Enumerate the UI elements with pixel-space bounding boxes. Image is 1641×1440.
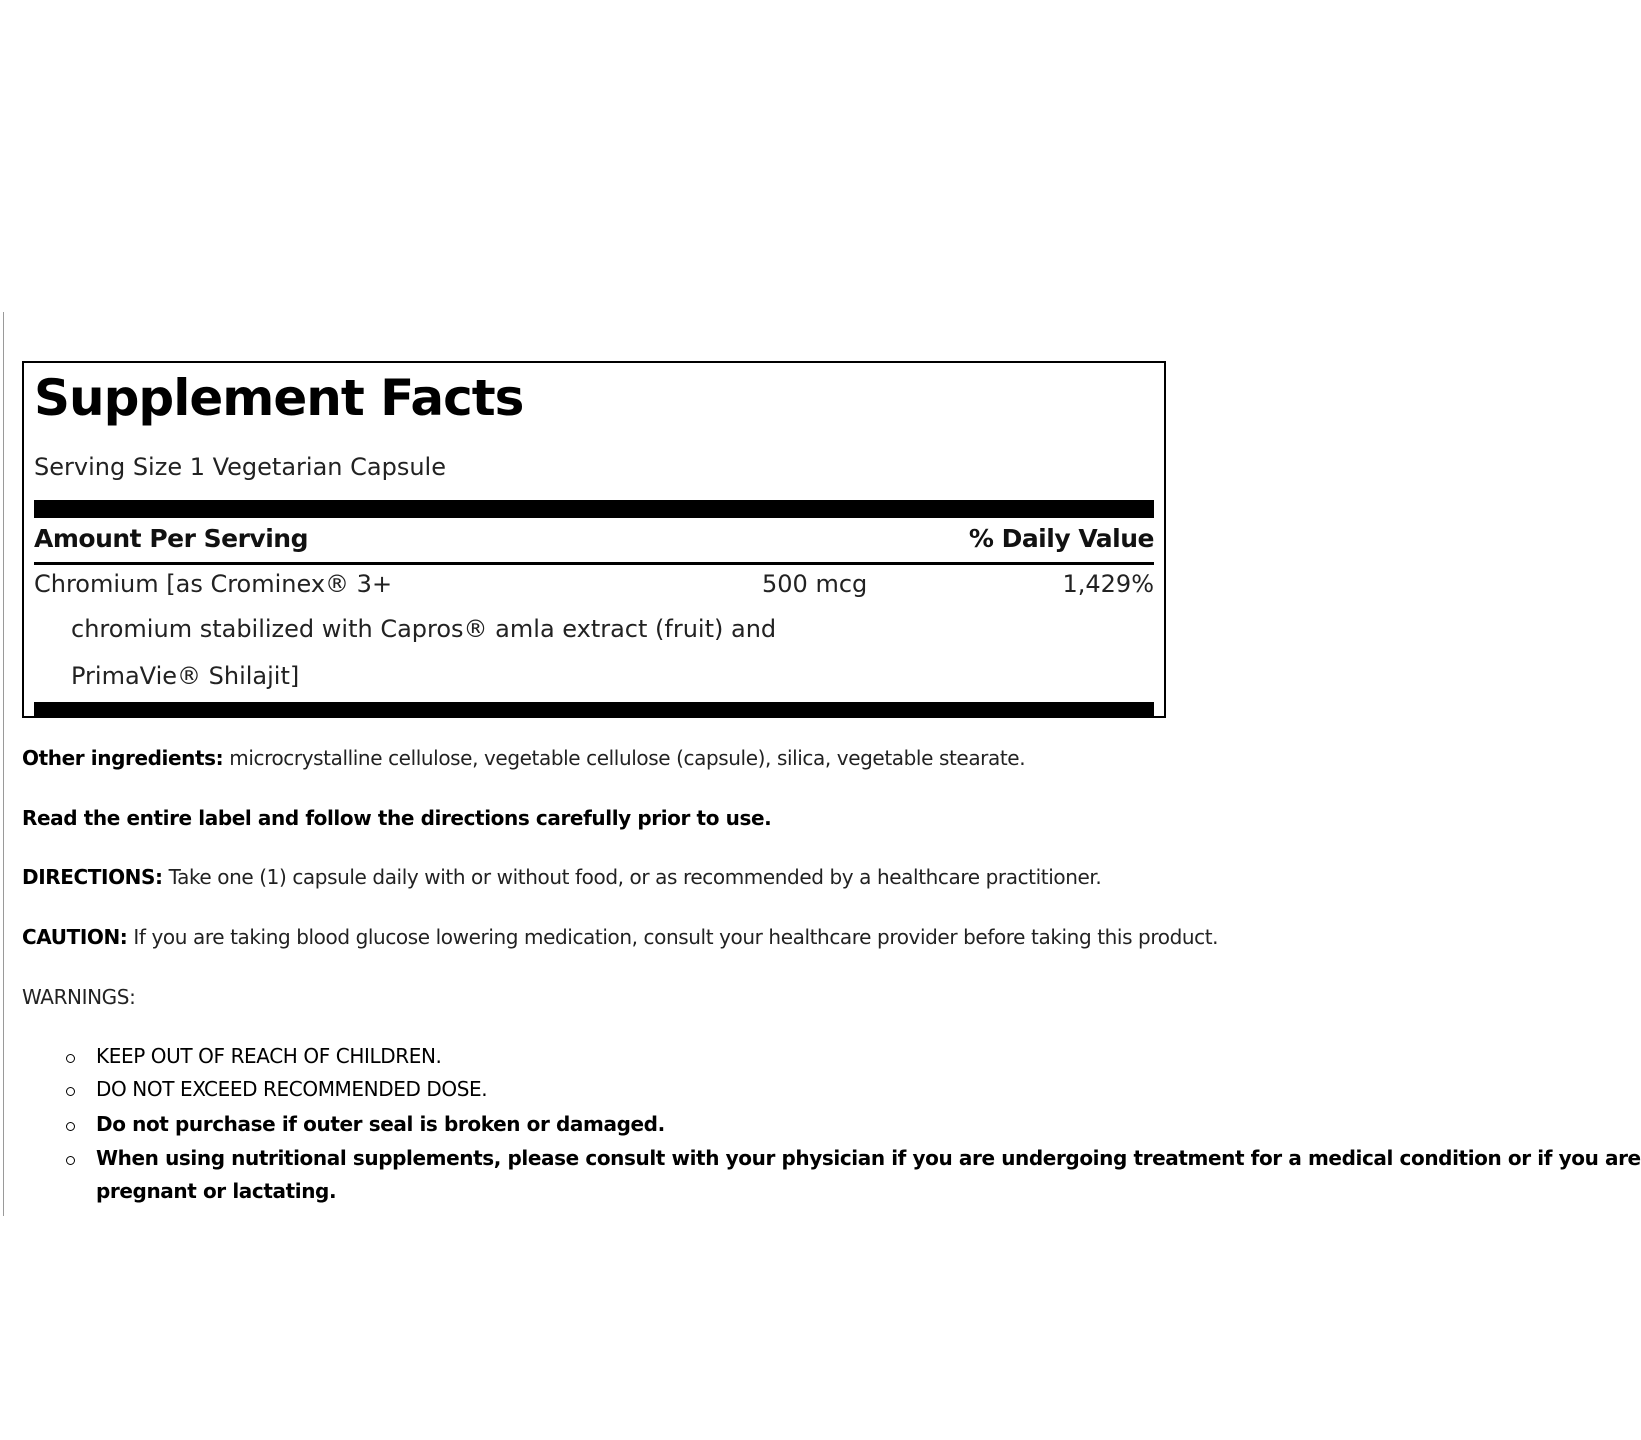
warning-item: When using nutritional supplements, please consult with your physician if you are undergoing treatment for a medical condition or if you are [96,1146,1641,1170]
nutrient-amount: 500 mcg [762,570,868,598]
warnings-heading: WARNINGS: [22,985,136,1009]
directions-text: Take one (1) capsule daily with or without food, or as recommended by a healthcare practitioner. [162,865,1102,889]
warning-item: DO NOT EXCEED RECOMMENDED DOSE. [96,1077,488,1101]
nutrient-description-line: PrimaVie® Shilajit] [71,662,300,690]
other-ingredients-label: Other ingredients: [22,746,224,770]
directions-label: DIRECTIONS: [22,865,163,889]
bullet-icon [66,1122,75,1131]
supplement-facts-panel [22,361,1166,718]
bullet-icon [66,1087,75,1096]
nutrient-description-line: chromium stabilized with Capros® amla extract (fruit) and [71,615,777,643]
bullet-icon [66,1156,75,1165]
amount-per-serving-header: Amount Per Serving [34,524,308,553]
other-ingredients-text: microcrystalline cellulose, vegetable cellulose (capsule), silica, vegetable stearate. [223,746,1026,770]
nutrient-daily-value: 1,429% [1062,570,1154,598]
thin-divider [34,562,1154,565]
other-ingredients [22,746,1025,770]
daily-value-header: % Daily Value [968,524,1154,553]
nutrient-name: Chromium [as Crominex® 3+ [34,570,393,598]
facts-title: Supplement Facts [34,369,524,427]
directions [22,865,1101,889]
caution [22,925,1218,949]
warning-item: Do not purchase if outer seal is broken or damaged. [96,1112,665,1136]
serving-size: Serving Size 1 Vegetarian Capsule [34,453,446,481]
caution-text: If you are taking blood glucose lowering medication, consult your healthcare provider before taking this product. [127,925,1219,949]
thick-divider-top [34,500,1154,518]
read-label-notice: Read the entire label and follow the directions carefully prior to use. [22,806,772,830]
bullet-icon [66,1054,75,1063]
thick-divider-bottom [34,702,1154,716]
caution-label: CAUTION: [22,925,128,949]
left-border-line [3,312,4,1216]
warning-item-continuation: pregnant or lactating. [96,1179,337,1203]
warning-item: KEEP OUT OF REACH OF CHILDREN. [96,1044,442,1068]
